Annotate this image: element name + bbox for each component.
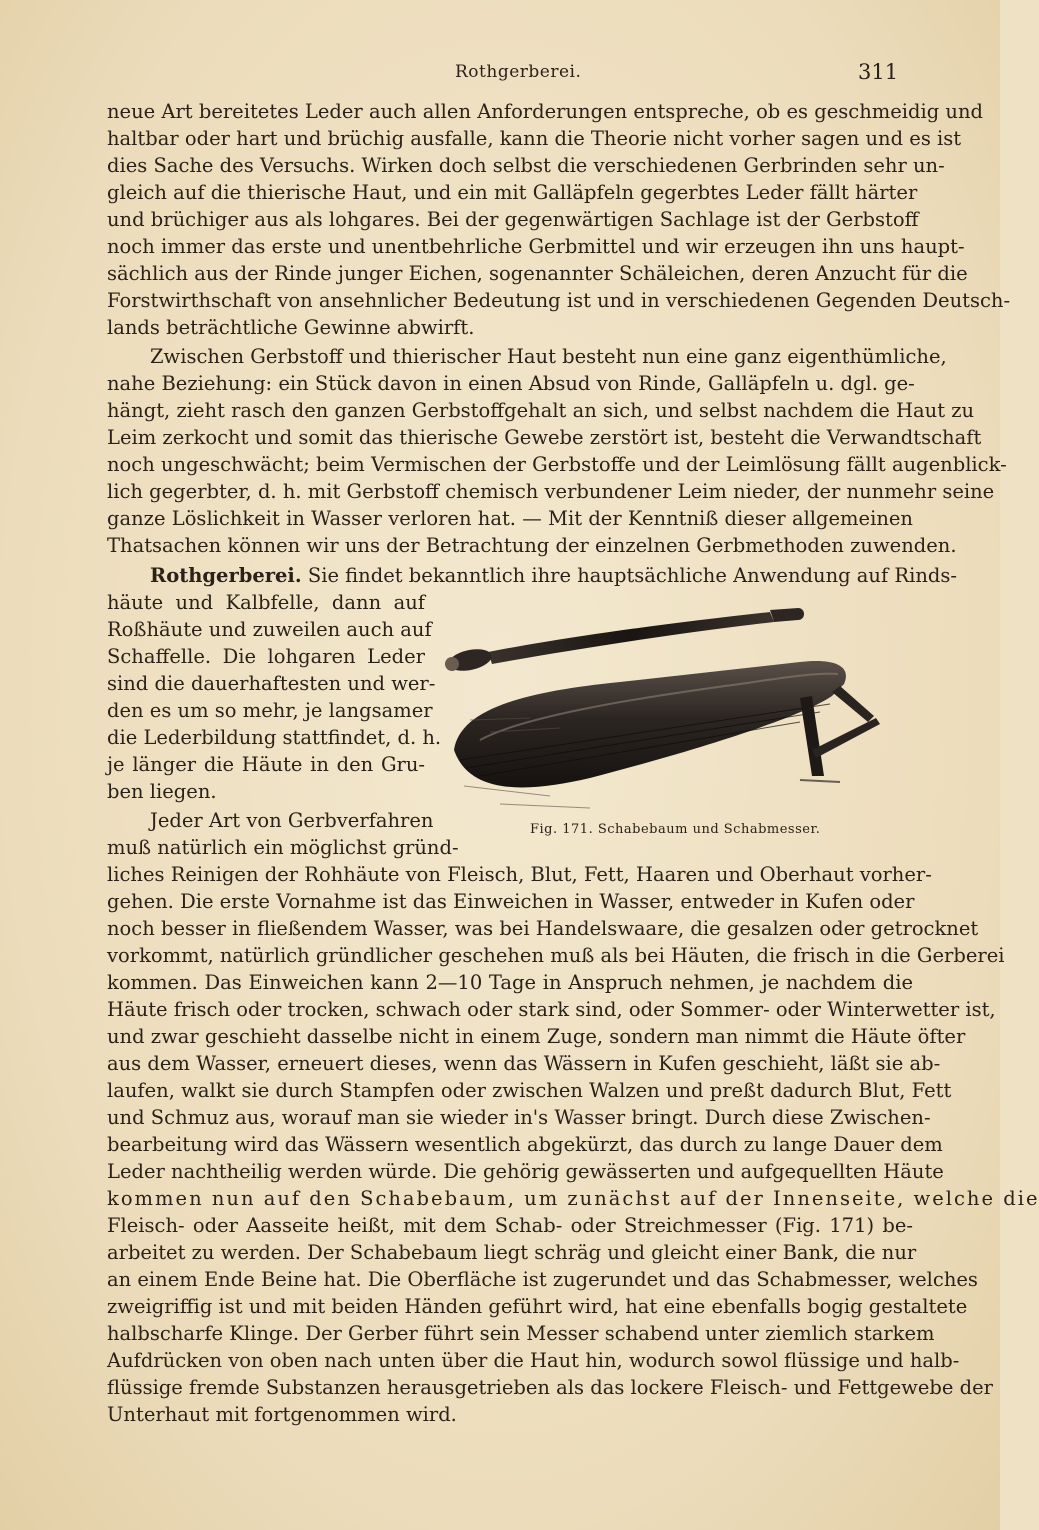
text-line: Häute frisch oder trocken, schwach oder stark sind, oder Sommer- oder Winterwetter ist, bbox=[107, 998, 996, 1021]
text-line: sächlich aus der Rinde junger Eichen, sogenannter Schäleichen, deren Anzucht für die bbox=[107, 262, 968, 285]
text-line: an einem Ende Beine hat. Die Oberfläche ist zugerundet und das Schabmesser, welches bbox=[107, 1268, 978, 1291]
text-line: je länger die Häute in den Gru- bbox=[107, 753, 425, 776]
text-line: aus dem Wasser, erneuert dieses, wenn das Wässern in Kufen geschieht, läßt sie ab- bbox=[107, 1052, 941, 1075]
section-heading: Rothgerberei. bbox=[150, 564, 302, 587]
text-line: gleich auf die thierische Haut, und ein mit Galläpfeln gegerbtes Leder fällt härter bbox=[107, 181, 918, 204]
text-line: noch immer das erste und unentbehrliche Gerbmittel und wir erzeugen ihn uns haupt- bbox=[107, 235, 965, 258]
text-line: kommen nun auf den Schabebaum, um zunächst auf der Innenseite, welche die bbox=[107, 1187, 1039, 1210]
text-line: ben liegen. bbox=[107, 780, 217, 803]
section-first-line bbox=[150, 562, 957, 589]
text-line: muß natürlich ein möglichst gründ- bbox=[107, 836, 459, 859]
text-line: lands beträchtliche Gewinne abwirft. bbox=[107, 316, 475, 339]
text-line: ganze Löslichkeit in Wasser verloren hat. — Mit der Kenntniß dieser allgemeinen bbox=[107, 507, 913, 530]
beam-brace bbox=[812, 718, 880, 758]
text-line: lich gegerbter, d. h. mit Gerbstoff chemisch verbundener Leim nieder, der nunmehr seine bbox=[107, 480, 995, 503]
running-title: Rothgerberei. bbox=[455, 62, 582, 82]
text-line: liches Reinigen der Rohhäute von Fleisch, Blut, Fett, Haaren und Oberhaut vorher- bbox=[107, 863, 932, 886]
text-line: zweigriffig ist und mit beiden Händen geführt wird, hat eine ebenfalls bogig gestaltete bbox=[107, 1295, 968, 1318]
text-line: und zwar geschieht dasselbe nicht in einem Zuge, sondern man nimmt die Häute öfter bbox=[107, 1025, 966, 1048]
text-line: laufen, walkt sie durch Stampfen oder zwischen Walzen und preßt dadurch Blut, Fett bbox=[107, 1079, 952, 1102]
figure-schabebaum-illustration bbox=[440, 600, 915, 820]
text-line: sind die dauerhaftesten und wer- bbox=[107, 672, 436, 695]
text-line: häute und Kalbfelle, dann auf bbox=[107, 591, 425, 614]
text-line: hängt, zieht rasch den ganzen Gerbstoffgehalt an sich, und selbst nachdem die Haut zu bbox=[107, 399, 975, 422]
text-line: bearbeitung wird das Wässern wesentlich abgekürzt, das durch zu lange Dauer dem bbox=[107, 1133, 943, 1156]
knife-blade bbox=[488, 612, 774, 664]
text-line: neue Art bereitetes Leder auch allen Anforderungen entspreche, ob es geschmeidig und bbox=[107, 100, 984, 123]
text-line: die Lederbildung stattfindet, d. h. bbox=[107, 726, 442, 749]
text-line: Roßhäute und zuweilen auch auf bbox=[107, 618, 432, 641]
text-line: und brüchiger aus als lohgares. Bei der gegenwärtigen Sachlage ist der Gerbstoff bbox=[107, 208, 919, 231]
text-line: und Schmuz aus, worauf man sie wieder in's Wasser bringt. Durch diese Zwischen- bbox=[107, 1106, 931, 1129]
text-line: Leim zerkocht und somit das thierische Gewebe zerstört ist, besteht die Verwandtschaft bbox=[107, 426, 982, 449]
text-line: den es um so mehr, je langsamer bbox=[107, 699, 433, 722]
text-line: Thatsachen können wir uns der Betrachtung der einzelnen Gerbmethoden zuwenden. bbox=[107, 534, 957, 557]
beam-leg-back bbox=[832, 686, 874, 722]
text-line: Jeder Art von Gerbverfahren bbox=[150, 809, 434, 832]
text-line: noch besser in fließendem Wasser, was bei Handelswaare, die gesalzen oder getrocknet bbox=[107, 917, 979, 940]
text-line: flüssige fremde Substanzen herausgetrieben als das lockere Fleisch- und Fettgewebe der bbox=[107, 1376, 993, 1399]
text-line: nahe Beziehung: ein Stück davon in einen Absud von Rinde, Galläpfeln u. dgl. ge- bbox=[107, 372, 915, 395]
beam-leg-front bbox=[800, 696, 824, 776]
text-line: Schaffelle. Die lohgaren Leder bbox=[107, 645, 425, 668]
text-segment: Sie findet bekanntlich ihre hauptsächliche Anwendung auf Rinds- bbox=[307, 564, 957, 587]
figure-caption: Fig. 171. Schabebaum und Schabmesser. bbox=[530, 822, 821, 837]
page-number: 311 bbox=[858, 60, 899, 84]
text-line: vorkommt, natürlich gründlicher geschehen muß als bei Häuten, die frisch in die Gerberei bbox=[107, 944, 1005, 967]
text-line: Fleisch- oder Aasseite heißt, mit dem Schab- oder Streichmesser (Fig. 171) be- bbox=[107, 1214, 913, 1237]
scraping-beam-engraving bbox=[440, 600, 915, 820]
text-line: noch ungeschwächt; beim Vermischen der Gerbstoffe und der Leimlösung fällt augenblick- bbox=[107, 453, 1007, 476]
knife-handle-right bbox=[770, 608, 804, 622]
text-line: Zwischen Gerbstoff und thierischer Haut besteht nun eine ganz eigenthümliche, bbox=[150, 345, 947, 368]
text-line: Forstwirthschaft von ansehnlicher Bedeutung ist und in verschiedenen Gegenden Deutsch- bbox=[107, 289, 1011, 312]
text-line: haltbar oder hart und brüchig ausfalle, kann die Theorie nicht vorher sagen und es ist bbox=[107, 127, 962, 150]
knife-handle-left-cap bbox=[445, 657, 459, 671]
text-line: Aufdrücken von oben nach unten über die Haut hin, wodurch sowol flüssige und halb- bbox=[107, 1349, 960, 1372]
text-line: kommen. Das Einweichen kann 2—10 Tage in Anspruch nehmen, je nachdem die bbox=[107, 971, 913, 994]
text-line: dies Sache des Versuchs. Wirken doch selbst die verschiedenen Gerbrinden sehr un- bbox=[107, 154, 945, 177]
beam-foot-shadow bbox=[800, 780, 840, 782]
text-line: Unterhaut mit fortgenommen wird. bbox=[107, 1403, 457, 1426]
text-line: halbscharfe Klinge. Der Gerber führt sein Messer schabend unter ziemlich starkem bbox=[107, 1322, 935, 1345]
text-line: arbeitet zu werden. Der Schabebaum liegt schräg und gleicht einer Bank, die nur bbox=[107, 1241, 917, 1264]
text-line: Leder nachtheilig werden würde. Die gehörig gewässerten und aufgequellten Häute bbox=[107, 1160, 944, 1183]
text-line: gehen. Die erste Vornahme ist das Einweichen in Wasser, entweder in Kufen oder bbox=[107, 890, 915, 913]
